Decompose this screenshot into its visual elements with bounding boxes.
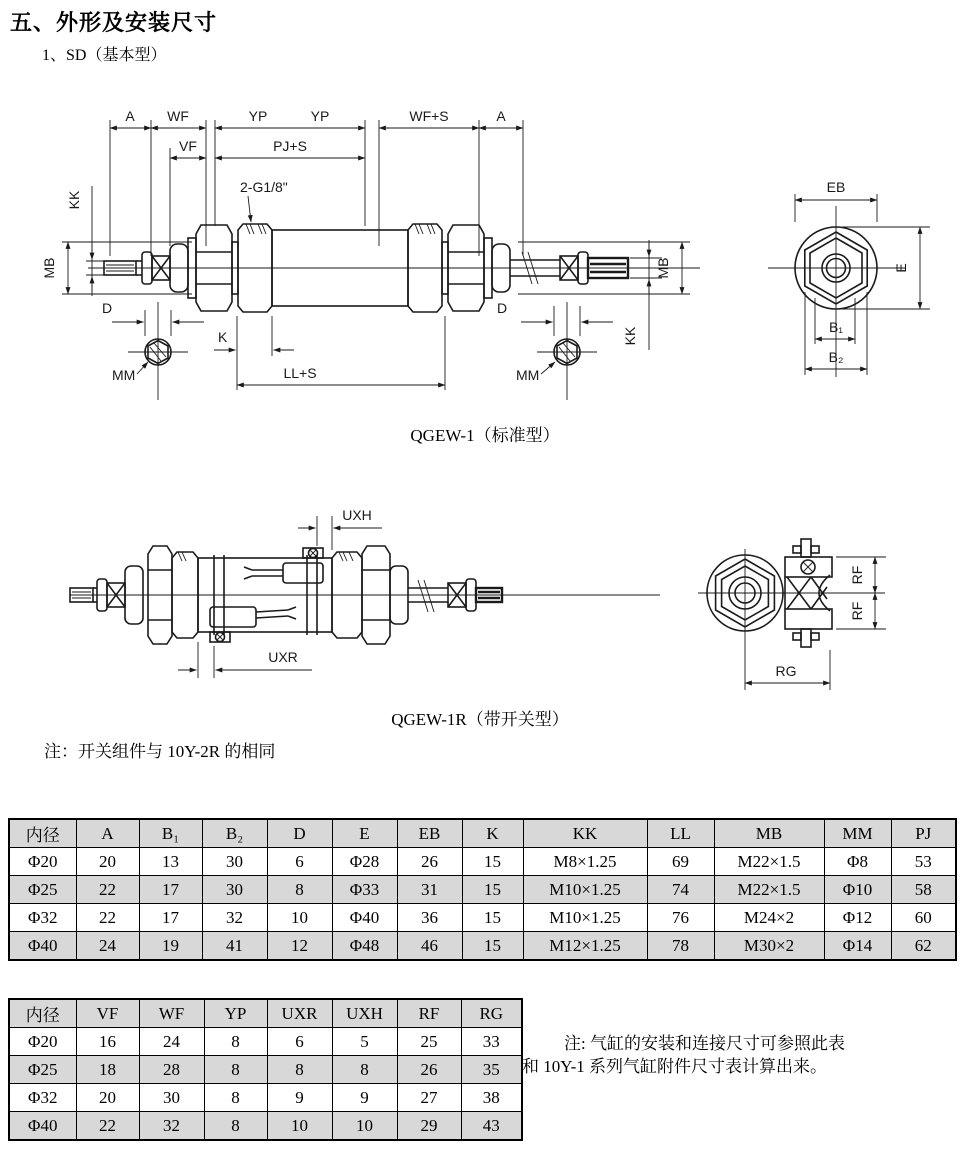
- header-cell: 内径: [9, 819, 76, 848]
- bottom-note-line2: 和 10Y-1 系列气缸附件尺寸表计算出来。: [522, 1057, 828, 1076]
- data-cell: 20: [76, 848, 139, 876]
- bottom-note: [522, 1032, 946, 1078]
- header-cell: A: [76, 819, 139, 848]
- port-hatch-marks: [246, 224, 435, 234]
- data-cell: 8: [267, 1056, 332, 1084]
- drawing1-end-view: [768, 179, 930, 377]
- data-cell: 60: [891, 904, 956, 932]
- data-cell: Φ8: [824, 848, 891, 876]
- data-cell: 22: [76, 904, 139, 932]
- data-cell: 32: [139, 1112, 204, 1141]
- header-cell: LL: [647, 819, 714, 848]
- data-cell: M24×2: [714, 904, 824, 932]
- data-cell: Φ40: [332, 904, 397, 932]
- data-cell: Φ40: [9, 1112, 76, 1141]
- data-cell: 6: [267, 1028, 332, 1056]
- data-cell: 17: [139, 876, 202, 904]
- header-cell: RG: [461, 999, 522, 1028]
- data-cell: 29: [397, 1112, 461, 1141]
- data-cell: 27: [397, 1084, 461, 1112]
- header-cell: UXR: [267, 999, 332, 1028]
- dim-label-vf: VF: [179, 138, 197, 154]
- data-cell: Φ25: [9, 1056, 76, 1084]
- data-cell: M30×2: [714, 932, 824, 961]
- switch-note: 注：开关组件与 10Y-2R 的相同: [44, 742, 276, 761]
- dim-label-d-left: D: [102, 300, 113, 316]
- header-cell: E: [332, 819, 397, 848]
- data-cell: Φ48: [332, 932, 397, 961]
- data-cell: 30: [202, 848, 267, 876]
- data-cell: Φ32: [9, 1084, 76, 1112]
- data-cell: 18: [76, 1056, 139, 1084]
- table-row: [9, 848, 956, 876]
- data-cell: M22×1.5: [714, 876, 824, 904]
- data-cell: 24: [76, 932, 139, 961]
- data-cell: 53: [891, 848, 956, 876]
- data-cell: 15: [462, 848, 523, 876]
- dim-label-uxr: UXR: [268, 649, 298, 665]
- data-cell: 20: [76, 1084, 139, 1112]
- header-cell: VF: [76, 999, 139, 1028]
- data-cell: 24: [139, 1028, 204, 1056]
- header-cell: RF: [397, 999, 461, 1028]
- dim-label-rf-top: RF: [849, 565, 865, 585]
- data-cell: Φ28: [332, 848, 397, 876]
- table-row: [9, 932, 956, 961]
- dim-label-mb-right: MB: [655, 257, 671, 279]
- header-cell: WF: [139, 999, 204, 1028]
- header-cell: D: [267, 819, 332, 848]
- data-cell: 78: [647, 932, 714, 961]
- section-subtitle: 1、SD（基本型）: [42, 47, 167, 64]
- data-cell: 33: [461, 1028, 522, 1056]
- table-row: [9, 1112, 522, 1141]
- data-cell: 62: [891, 932, 956, 961]
- data-cell: 17: [139, 904, 202, 932]
- dim-label-a-right: A: [496, 108, 506, 124]
- drawing2-main-view: [70, 507, 660, 678]
- header-cell: EB: [397, 819, 462, 848]
- dim-label-lls: LL+S: [283, 365, 317, 381]
- dim-label-kk-left: KK: [66, 190, 82, 210]
- dim-label-mm-left: MM: [112, 367, 136, 383]
- data-cell: Φ32: [9, 904, 76, 932]
- data-cell: 8: [204, 1056, 267, 1084]
- drawing1-main-view: [88, 224, 700, 400]
- data-cell: 6: [267, 848, 332, 876]
- dim-label-wfs: WF+S: [409, 108, 449, 124]
- dim-label-b2: B₂: [828, 349, 844, 365]
- data-cell: M12×1.25: [523, 932, 647, 961]
- data-cell: 15: [462, 932, 523, 961]
- data-cell: 15: [462, 904, 523, 932]
- dim-label-mm-right: MM: [516, 367, 540, 383]
- data-cell: 5: [332, 1028, 397, 1056]
- data-cell: 26: [397, 1056, 461, 1084]
- bottom-note-line1: 注: 气缸的安装和连接尺寸可参照此表: [564, 1034, 845, 1053]
- mm-section-left: [128, 302, 188, 400]
- data-cell: 38: [461, 1084, 522, 1112]
- dim-label-rg: RG: [775, 663, 797, 679]
- data-cell: 30: [139, 1084, 204, 1112]
- data-cell: 22: [76, 876, 139, 904]
- dim-label-wf: WF: [167, 108, 189, 124]
- dim-label-b1: B₁: [828, 319, 844, 335]
- data-cell: 8: [332, 1056, 397, 1084]
- data-cell: 32: [202, 904, 267, 932]
- table-row: [9, 1084, 522, 1112]
- header-cell: PJ: [891, 819, 956, 848]
- dim-label-kk-right: KK: [622, 326, 638, 346]
- table-row: [9, 876, 956, 904]
- data-cell: M8×1.25: [523, 848, 647, 876]
- data-cell: Φ33: [332, 876, 397, 904]
- data-cell: 26: [397, 848, 462, 876]
- data-cell: Φ12: [824, 904, 891, 932]
- drawing1-caption: QGEW-1（标准型）: [410, 426, 560, 445]
- page-title: 五、外形及安装尺寸: [10, 10, 218, 35]
- header-cell: B₁: [139, 819, 202, 848]
- data-cell: 16: [76, 1028, 139, 1056]
- dimensions-table-secondary: [8, 998, 523, 1141]
- table-row: [9, 1028, 522, 1056]
- data-cell: 15: [462, 876, 523, 904]
- dim-label-mb-left: MB: [41, 257, 57, 279]
- data-cell: M10×1.25: [523, 876, 647, 904]
- header-cell: MB: [714, 819, 824, 848]
- data-cell: Φ20: [9, 1028, 76, 1056]
- data-cell: 46: [397, 932, 462, 961]
- data-cell: 25: [397, 1028, 461, 1056]
- data-cell: 8: [267, 876, 332, 904]
- dim-label-uxh: UXH: [342, 507, 372, 523]
- dim-label-eb: EB: [826, 179, 846, 195]
- data-cell: Φ25: [9, 876, 76, 904]
- data-cell: 10: [267, 1112, 332, 1141]
- table-header-row: [9, 999, 522, 1028]
- data-cell: 36: [397, 904, 462, 932]
- data-cell: 10: [267, 904, 332, 932]
- data-cell: 41: [202, 932, 267, 961]
- dimensions-table-main: [8, 818, 957, 961]
- data-cell: 13: [139, 848, 202, 876]
- mm-section-right: [537, 302, 597, 400]
- data-cell: 9: [267, 1084, 332, 1112]
- drawing2-caption: QGEW-1R（带开关型）: [391, 710, 569, 729]
- data-cell: 22: [76, 1112, 139, 1141]
- data-cell: 69: [647, 848, 714, 876]
- header-cell: KK: [523, 819, 647, 848]
- header-cell: B₂: [202, 819, 267, 848]
- data-cell: 10: [332, 1112, 397, 1141]
- data-cell: 12: [267, 932, 332, 961]
- dim-label-yp-left: YP: [248, 108, 268, 124]
- data-cell: Φ14: [824, 932, 891, 961]
- data-cell: M22×1.5: [714, 848, 824, 876]
- data-cell: 8: [204, 1028, 267, 1056]
- drawing2-end-view: [698, 539, 886, 690]
- data-cell: 43: [461, 1112, 522, 1141]
- data-cell: 19: [139, 932, 202, 961]
- data-cell: Φ10: [824, 876, 891, 904]
- data-cell: 76: [647, 904, 714, 932]
- drawing1-dimensions: [41, 108, 690, 390]
- data-cell: 58: [891, 876, 956, 904]
- data-cell: 9: [332, 1084, 397, 1112]
- header-cell: YP: [204, 999, 267, 1028]
- dim-label-rf-bottom: RF: [849, 601, 865, 621]
- data-cell: 8: [204, 1112, 267, 1141]
- header-cell: MM: [824, 819, 891, 848]
- dim-label-e: E: [893, 263, 909, 273]
- dim-label-k: K: [218, 329, 228, 345]
- dim-label-a-left: A: [125, 108, 135, 124]
- table-row: [9, 1056, 522, 1084]
- dim-label-d-right: D: [497, 300, 508, 316]
- table-header-row: [9, 819, 956, 848]
- data-cell: 28: [139, 1056, 204, 1084]
- data-cell: 35: [461, 1056, 522, 1084]
- port-callout-label: 2-G1/8": [240, 179, 288, 195]
- data-cell: Φ40: [9, 932, 76, 961]
- data-cell: Φ20: [9, 848, 76, 876]
- dim-label-yp-right: YP: [310, 108, 330, 124]
- data-cell: 8: [204, 1084, 267, 1112]
- data-cell: M10×1.25: [523, 904, 647, 932]
- data-cell: 30: [202, 876, 267, 904]
- header-cell: 内径: [9, 999, 76, 1028]
- header-cell: K: [462, 819, 523, 848]
- header-cell: UXH: [332, 999, 397, 1028]
- data-cell: 31: [397, 876, 462, 904]
- data-cell: 74: [647, 876, 714, 904]
- table-row: [9, 904, 956, 932]
- dim-label-pjs: PJ+S: [273, 138, 307, 154]
